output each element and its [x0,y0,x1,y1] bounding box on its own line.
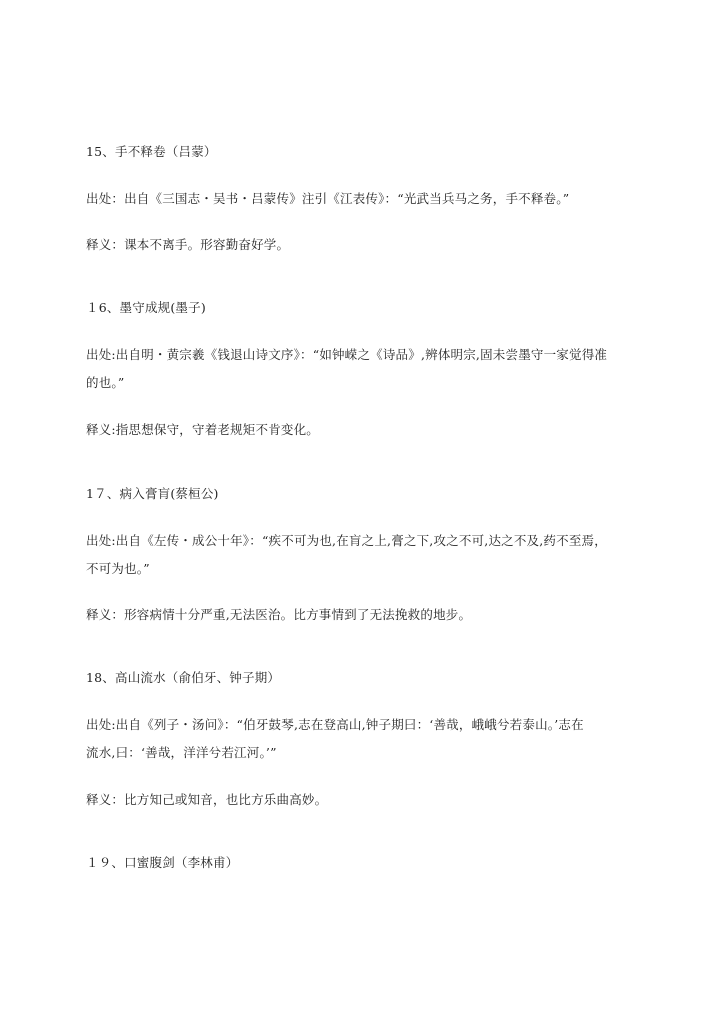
entry-18-title: 18、高山流水（俞伯牙、钟子期） [86,670,281,685]
entry-18-source-line1: 出处:出自《列子・汤问》：“伯牙鼓琴,志在登高山,钟子期曰：‘善哉，峨峨兮若泰山。’志在 [86,717,584,732]
entry-17-source-line1: 出处:出自《左传・成公十年》：“疾不可为也,在肓之上,膏之下,攻之不可,达之不及,药不至焉， [86,533,607,548]
entry-16-source-line2: 的也。” [86,375,125,390]
entry-17-source-line2: 不可为也。” [86,561,150,576]
entry-17-meaning: 释义：形容病情十分严重,无法医治。比方事情到了无法挽救的地步。 [86,607,472,622]
entry-15-meaning: 释义：课本不离手。形容勤奋好学。 [86,237,290,252]
entry-19-title: １９、口蜜腹剑（李林甫） [86,855,239,870]
entry-16-meaning: 释义:指思想保守，守着老规矩不肯变化。 [86,422,320,437]
entry-18-source-line2: 流水,曰：‘善哉，洋洋兮若江河。’” [86,745,277,760]
entry-15-source: 出处：出自《三国志・吴书・吕蒙传》注引《江表传》：“光武当兵马之务，手不释卷。” [86,191,570,206]
entry-16-title: １6、墨守成规(墨子) [86,300,206,315]
entry-15-title: 15、手不释卷（吕蒙） [86,144,217,159]
entry-17-title: 1７、病入膏肓(蔡桓公) [86,486,219,501]
entry-18-meaning: 释义：比方知己或知音，也比方乐曲高妙。 [86,792,328,807]
entry-16-source-line1: 出处:出自明・黄宗羲《钱退山诗文序》：“如钟嵘之《诗品》,辨体明宗,固未尝墨守一家觉得准 [86,347,608,362]
